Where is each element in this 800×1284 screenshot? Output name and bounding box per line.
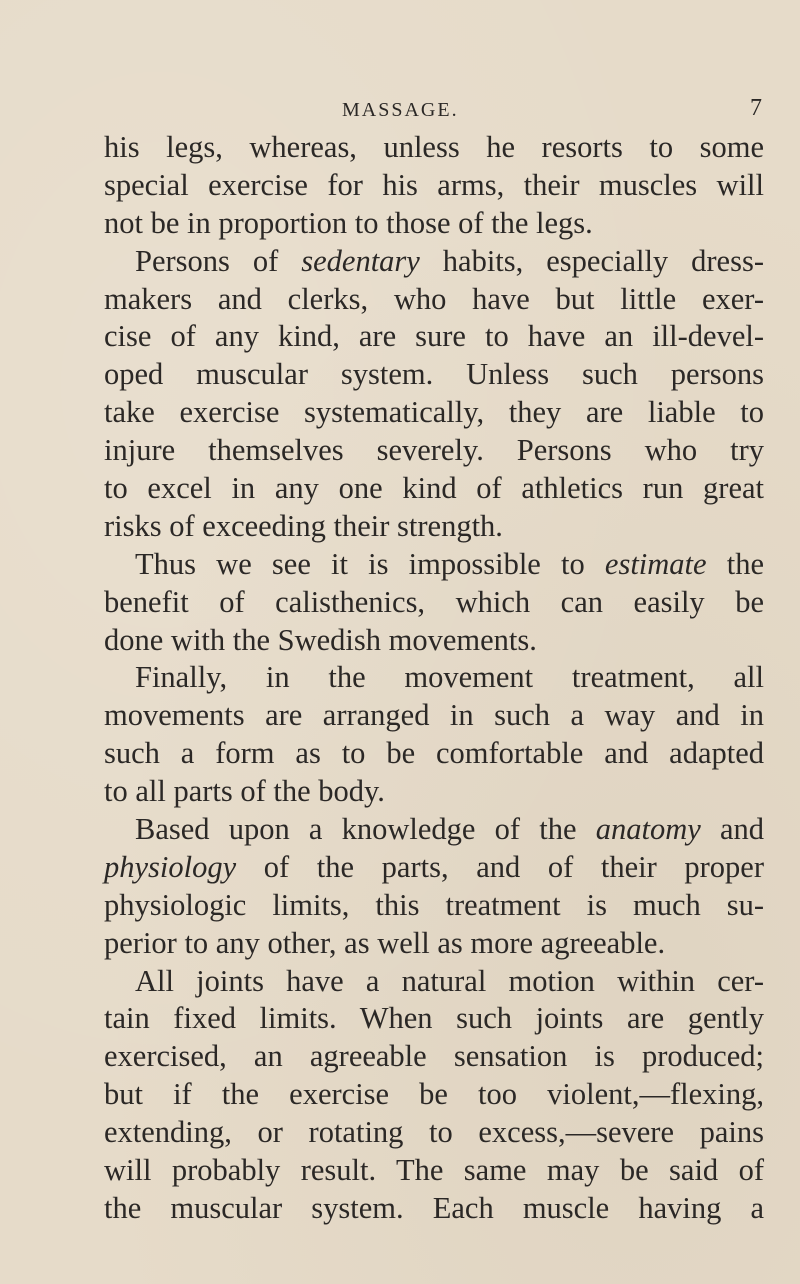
- text-line: physiologic limits, this treatment is much su-: [104, 887, 764, 922]
- text-line: exercised, an agreeable sensation is produced;: [104, 1039, 764, 1074]
- paragraph-start-line: Finally, in the movement treatment, all: [135, 660, 764, 695]
- text-line: physiology of the parts, and of their proper: [104, 849, 764, 884]
- italic-term: estimate: [604, 546, 707, 581]
- paragraph-start-line: Persons of sedentary habits, especially dress-: [135, 243, 764, 278]
- paragraph-start-line: All joints have a natural motion within cer-: [135, 963, 764, 998]
- italic-term: anatomy: [595, 812, 701, 847]
- text-line: done with the Swedish movements.: [104, 622, 537, 657]
- italic-term: sedentary: [301, 243, 420, 278]
- text-line: cise of any kind, are sure to have an ill-devel-: [104, 319, 764, 354]
- text-line: such a form as to be comfortable and adapted: [104, 736, 764, 771]
- text-line: perior to any other, as well as more agreeable.: [104, 925, 666, 960]
- body-text: [104, 129, 764, 1228]
- page-number: 7: [750, 95, 762, 121]
- italic-term: physiology: [104, 849, 237, 884]
- paragraph-start-line: Thus we see it is impossible to estimate the: [135, 546, 764, 581]
- text-line: oped muscular system. Unless such persons: [104, 357, 764, 392]
- text-line: to all parts of the body.: [104, 774, 385, 809]
- text-line: injure themselves severely. Persons who try: [104, 433, 764, 468]
- text-line: but if the exercise be too violent,—flexing,: [104, 1077, 764, 1112]
- text-line: the muscular system. Each muscle having a: [104, 1190, 764, 1225]
- text-line: extending, or rotating to excess,—severe pains: [104, 1115, 764, 1150]
- text-line: will probably result. The same may be said of: [104, 1153, 764, 1188]
- paragraph-start-line: Based upon a knowledge of the anatomy and: [135, 812, 764, 847]
- text-line: tain fixed limits. When such joints are gently: [104, 1001, 764, 1036]
- text-line: special exercise for his arms, their muscles will: [104, 167, 764, 202]
- text-line: benefit of calisthenics, which can easily be: [104, 584, 764, 619]
- text-line: risks of exceeding their strength.: [104, 508, 503, 543]
- running-head: MASSAGE.: [342, 99, 459, 121]
- text-line: movements are arranged in such a way and in: [104, 698, 764, 733]
- text-line: not be in proportion to those of the legs.: [104, 205, 593, 240]
- text-line: take exercise systematically, they are liable to: [104, 395, 764, 430]
- text-line: makers and clerks, who have but little exer-: [104, 281, 764, 316]
- text-line: his legs, whereas, unless he resorts to some: [104, 130, 764, 164]
- text-line: to excel in any one kind of athletics run great: [104, 471, 764, 506]
